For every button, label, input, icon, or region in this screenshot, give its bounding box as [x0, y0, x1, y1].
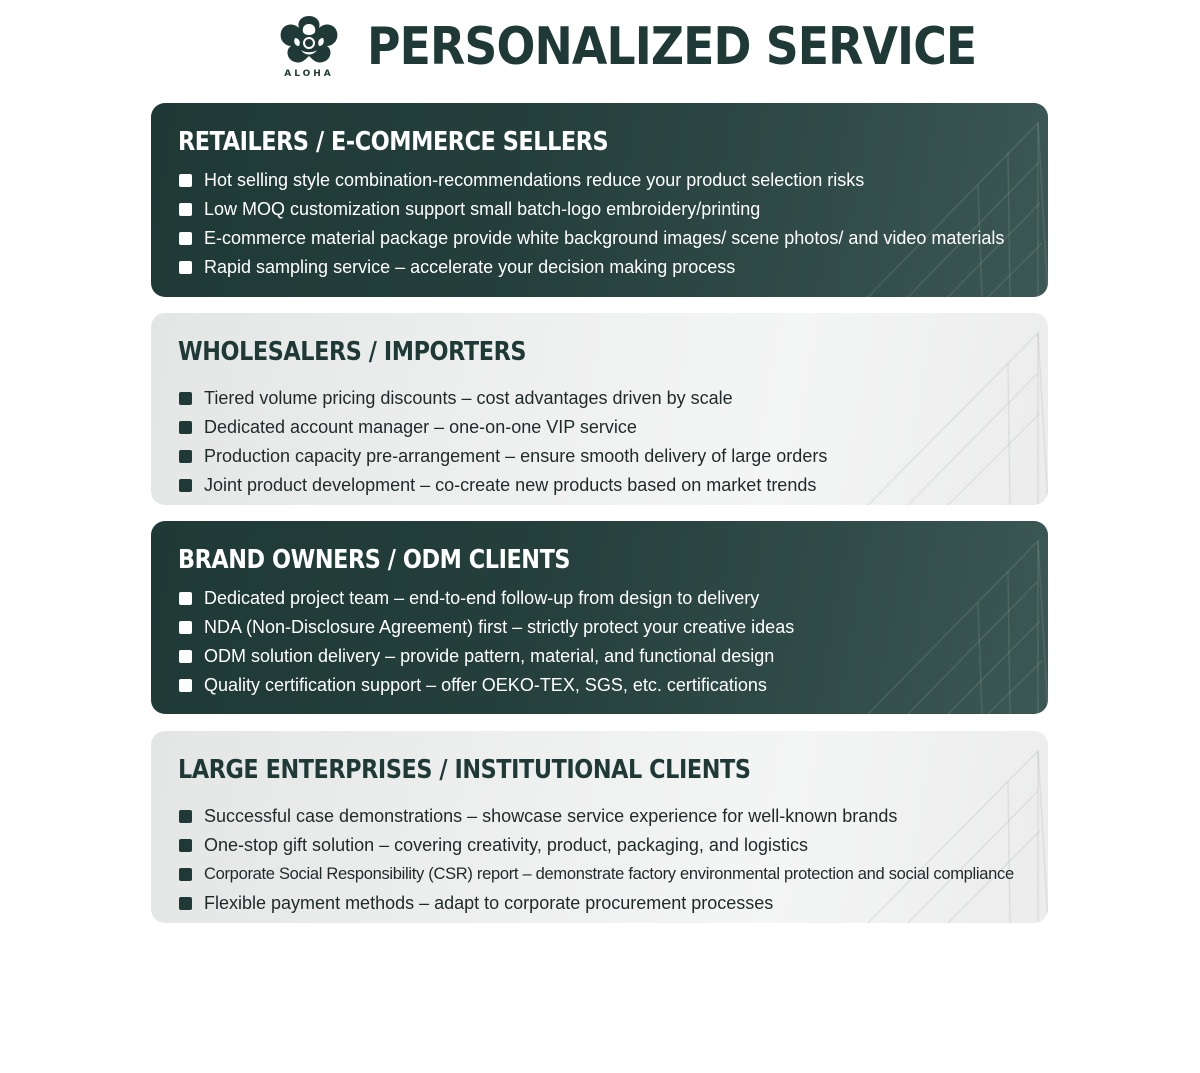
list-item-text: One-stop gift solution – covering creativity, product, packaging, and logistics: [204, 835, 808, 855]
list-item-text: Joint product development – co-create new products based on market trends: [204, 475, 817, 495]
section-title: WHOLESALERS / IMPORTERS: [178, 337, 527, 367]
list-item: [179, 442, 827, 471]
section-title: BRAND OWNERS / ODM CLIENTS: [178, 545, 571, 575]
list-item-text: Rapid sampling service – accelerate your decision making process: [204, 257, 736, 277]
list-item: [179, 671, 794, 700]
square-bullet-icon: [179, 450, 192, 463]
list-item: [179, 831, 1014, 860]
square-bullet-icon: [179, 174, 192, 187]
square-bullet-icon: [179, 621, 192, 634]
square-bullet-icon: [179, 650, 192, 663]
feature-list: [179, 384, 827, 500]
list-item-text: Quality certification support – offer OEKO-TEX, SGS, etc. certifications: [204, 675, 767, 695]
list-item-text: E-commerce material package provide white background images/ scene photos/ and video materials: [204, 228, 1005, 248]
list-item: [179, 613, 794, 642]
section-card-wholesalers: [151, 313, 1048, 505]
square-bullet-icon: [179, 421, 192, 434]
square-bullet-icon: [179, 868, 192, 881]
section-title: LARGE ENTERPRISES / INSTITUTIONAL CLIENTS: [178, 755, 751, 785]
list-item: [179, 860, 1014, 889]
section-card-brand-owners: [151, 521, 1048, 714]
list-item: [179, 889, 1014, 918]
list-item-text: Low MOQ customization support small batch-logo embroidery/printing: [204, 199, 761, 219]
section-card-enterprises: [151, 731, 1048, 923]
square-bullet-icon: [179, 261, 192, 274]
list-item: [179, 253, 1004, 282]
list-item-text: Production capacity pre-arrangement – ensure smooth delivery of large orders: [204, 446, 828, 466]
list-item: [179, 413, 827, 442]
list-item-text: Dedicated project team – end-to-end follow-up from design to delivery: [204, 588, 760, 608]
list-item-text: Corporate Social Responsibility (CSR) report – demonstrate factory environmental protection and social compliance: [204, 865, 1014, 883]
aloha-shell-logo-icon: [275, 12, 343, 68]
list-item: [179, 195, 1004, 224]
aloha-logo: [273, 12, 345, 82]
square-bullet-icon: [179, 679, 192, 692]
list-item-text: Dedicated account manager – one-on-one VIP service: [204, 417, 637, 437]
square-bullet-icon: [179, 392, 192, 405]
list-item: [179, 584, 794, 613]
list-item-text: Tiered volume pricing discounts – cost advantages driven by scale: [204, 388, 733, 408]
list-item-text: NDA (Non-Disclosure Agreement) first – strictly protect your creative ideas: [204, 617, 795, 637]
list-item: [179, 802, 1014, 831]
square-bullet-icon: [179, 479, 192, 492]
page-title: PERSONALIZED SERVICE: [367, 17, 977, 77]
list-item: [179, 471, 827, 500]
section-card-retailers: [151, 103, 1048, 297]
feature-list: [179, 166, 1004, 282]
list-item-text: Flexible payment methods – adapt to corporate procurement processes: [204, 893, 774, 913]
section-title: RETAILERS / E-COMMERCE SELLERS: [178, 127, 609, 157]
square-bullet-icon: [179, 203, 192, 216]
feature-list: [179, 584, 794, 700]
logo-wordmark: ALOHA: [284, 69, 334, 79]
list-item-text: ODM solution delivery – provide pattern, material, and functional design: [204, 646, 775, 666]
square-bullet-icon: [179, 592, 192, 605]
square-bullet-icon: [179, 232, 192, 245]
list-item: [179, 166, 1004, 195]
page-header: [0, 10, 1200, 84]
feature-list: [179, 802, 1014, 918]
square-bullet-icon: [179, 897, 192, 910]
list-item-text: Successful case demonstrations – showcase service experience for well-known brands: [204, 806, 898, 826]
square-bullet-icon: [179, 810, 192, 823]
list-item-text: Hot selling style combination-recommendations reduce your product selection risks: [204, 170, 865, 190]
square-bullet-icon: [179, 839, 192, 852]
list-item: [179, 384, 827, 413]
list-item: [179, 224, 1004, 253]
list-item: [179, 642, 794, 671]
